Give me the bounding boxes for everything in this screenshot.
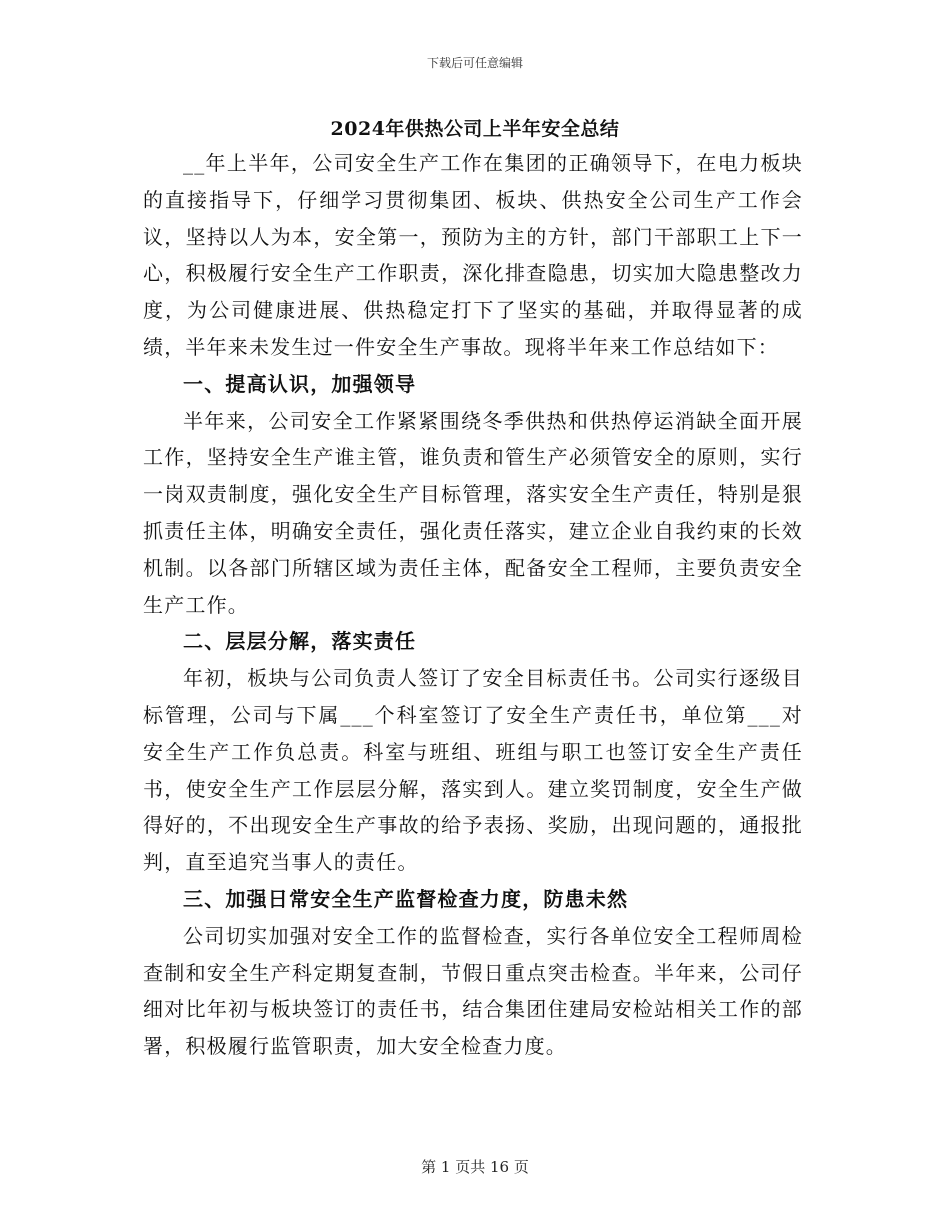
section-body-2: 年初，板块与公司负责人签订了安全目标责任书。公司实行逐级目标管理，公司与下属___个科室签订了安全生产责任书，单位第___对安全生产工作负总责。科室与班组、班组与职工也签订安全生产责任书，使安全生产工作层层分解，落实到人。建立奖罚制度，安全生产做得好的，不出现安全生产事故的给予表扬、奖励，出现问题的，通报批判，直至追究当事人的责任。 xyxy=(143,666,803,875)
document-body xyxy=(143,145,803,1065)
page-number: 第 1 页共 16 页 xyxy=(421,1158,529,1176)
section-heading-3: 三、加强日常安全生产监督检查力度，防患未然 xyxy=(183,886,629,911)
section-heading-2: 二、层层分解，落实责任 xyxy=(183,629,417,654)
section-body-1: 半年来，公司安全工作紧紧围绕冬季供热和供热停运消缺全面开展工作，坚持安全生产谁主管，谁负责和管生产必须管安全的原则，实行一岗双责制度，强化安全生产目标管理，落实安全生产责任，特别是狠抓责任主体，明确安全责任，强化责任落实，建立企业自我约束的长效机制。以各部门所辖区域为责任主体，配备安全工程师，主要负责安全生产工作。 xyxy=(143,408,803,617)
document-title: 2024年供热公司上半年安全总结 xyxy=(330,118,620,140)
section-body-3: 公司切实加强对安全工作的监督检查，实行各单位安全工程师周检查制和安全生产科定期复查制，节假日重点突击检查。半年来，公司仔细对比年初与板块签订的责任书，结合集团住建局安检站相关工作的部署，积极履行监管职责，加大安全检查力度。 xyxy=(143,923,803,1059)
section-heading-1: 一、提高认识，加强领导 xyxy=(183,371,417,396)
intro-paragraph: __年上半年，公司安全生产工作在集团的正确领导下，在电力板块的直接指导下，仔细学习贯彻集团、板块、供热安全公司生产工作会议，坚持以人为本，安全第一，预防为主的方针，部门干部职工上下一心，积极履行安全生产工作职责，深化排查隐患，切实加大隐患整改力度，为公司健康进展、供热稳定打下了坚实的基础，并取得显著的成绩，半年来未发生过一件安全生产事故。现将半年来工作总结如下： xyxy=(143,151,803,359)
header-note: 下载后可任意编辑 xyxy=(426,56,523,70)
